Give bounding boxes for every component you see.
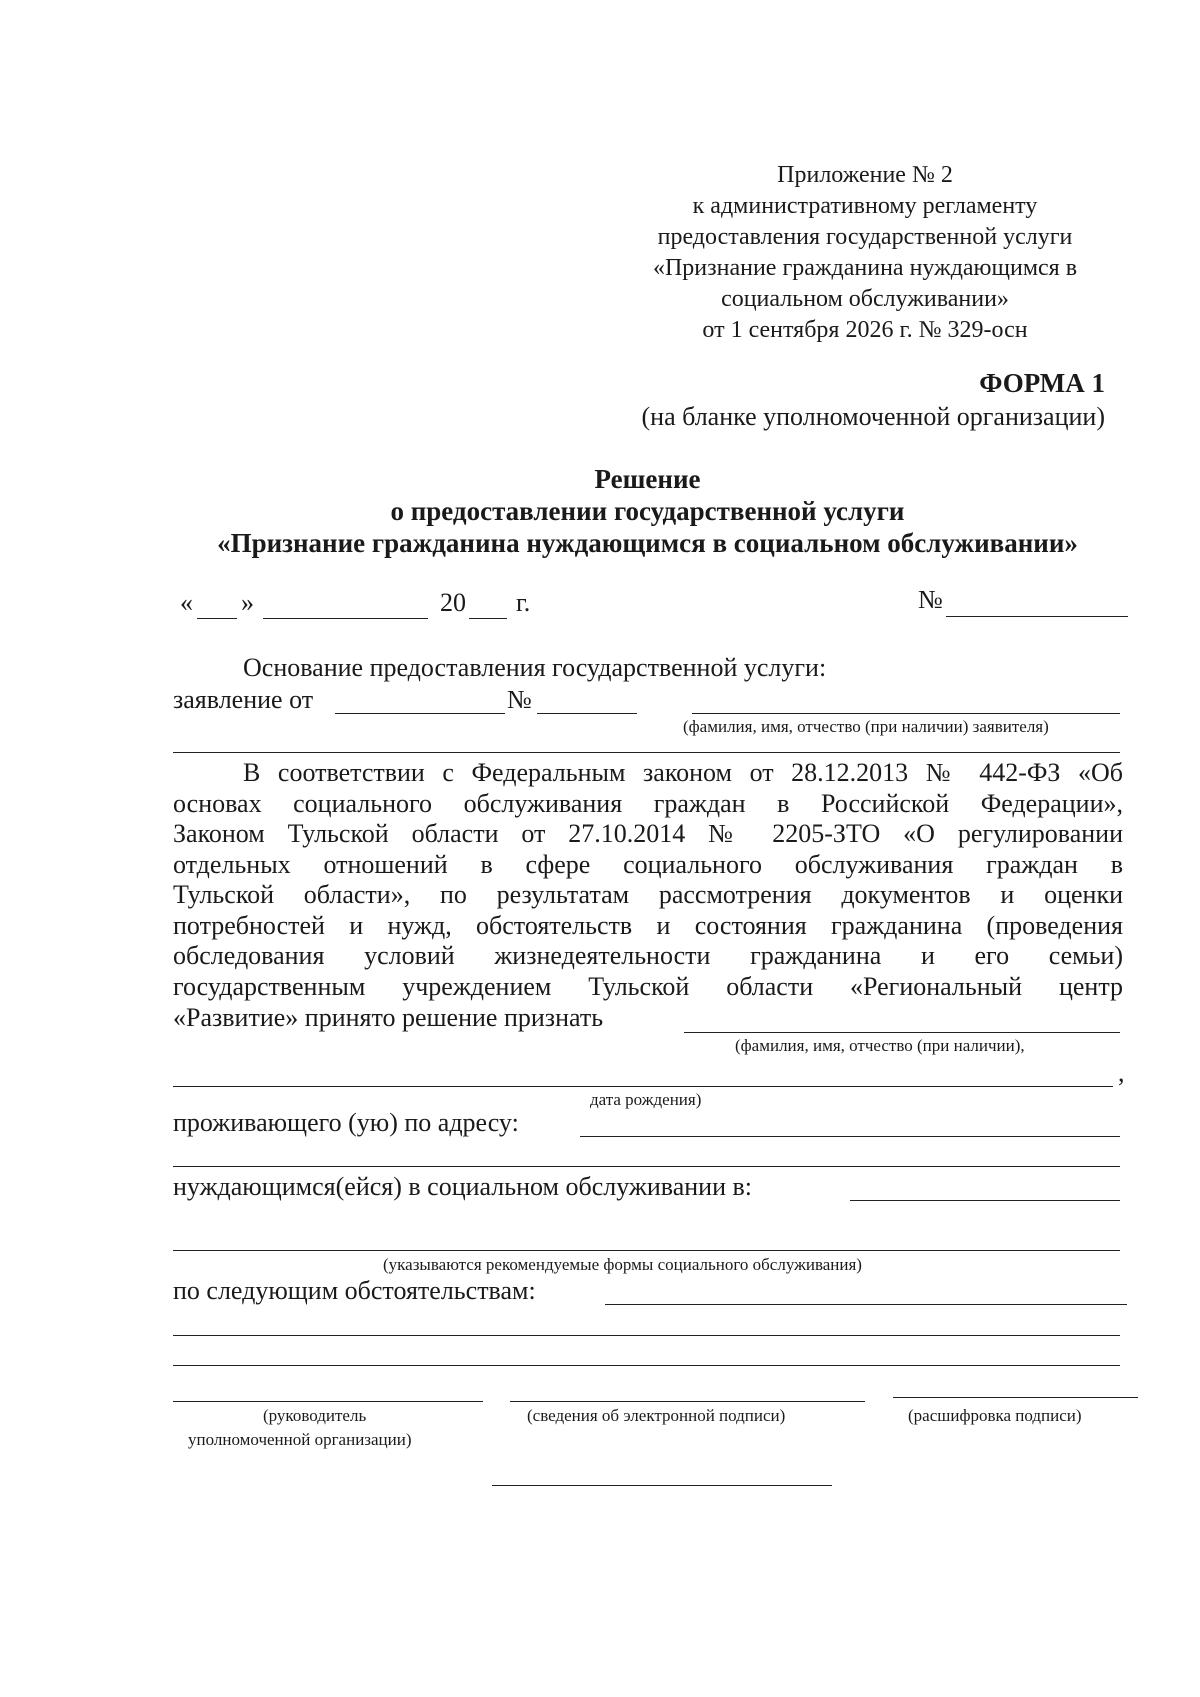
appendix-line: предоставления государственной услуги [657, 224, 1073, 250]
quote-open: « [180, 588, 193, 617]
application-label: заявление от [173, 685, 314, 714]
circumstances-blank-3[interactable] [173, 1365, 1120, 1366]
application-number-blank[interactable] [537, 713, 637, 714]
head-caption-line2: уполномоченной организации) [188, 1430, 412, 1449]
appendix-header [640, 160, 1090, 346]
legal-basis-paragraph [173, 758, 1123, 1002]
year-suffix: г. [516, 588, 531, 617]
address-blank-2[interactable] [173, 1166, 1120, 1167]
appendix-line: социальном обслуживании» [721, 286, 1009, 312]
applicant-name-blank[interactable] [692, 713, 1120, 714]
decision-line: о предоставлении государственной услуги [390, 496, 905, 526]
paragraph-line: отдельных отношений в сфере социального обслуживания граждан в [173, 849, 1123, 879]
application-date-blank[interactable] [335, 713, 505, 714]
year-blank[interactable] [469, 618, 507, 619]
address-blank[interactable] [580, 1136, 1120, 1137]
comma: , [1118, 1058, 1125, 1087]
decision-heading: Решение [594, 464, 701, 494]
day-blank[interactable] [197, 618, 237, 619]
esign-blank[interactable] [510, 1401, 865, 1402]
paragraph-line: потребностей и нужд, обстоятельств и состояния гражданина (проведения [173, 910, 1123, 940]
application-number-label: № [507, 685, 532, 714]
decision-number-blank[interactable] [946, 616, 1128, 617]
circumstances-blank[interactable] [605, 1304, 1127, 1305]
applicant-name-blank-2[interactable] [173, 752, 1120, 753]
year-prefix: 20 [440, 588, 466, 617]
decision-statement: «Развитие» принято решение признать [173, 1003, 604, 1032]
head-signature-blank[interactable] [173, 1401, 483, 1402]
circumstances-label: по следующим обстоятельствам: [173, 1276, 536, 1305]
appendix-line: к административному регламенту [692, 193, 1038, 219]
form-title: ФОРМА 1 [979, 368, 1105, 398]
appendix-date: от 1 сентября 2026 г. № 329-осн [702, 317, 1028, 343]
paragraph-line: В соответствии с Федеральным законом от 28.12.2013 № 442-ФЗ «Об [243, 758, 1123, 787]
esign-caption: (сведения об электронной подписи) [527, 1406, 786, 1425]
bottom-divider [492, 1485, 832, 1486]
needs-blank[interactable] [850, 1200, 1120, 1201]
needs-blank-2[interactable] [173, 1250, 1120, 1251]
decision-line: «Признание гражданина нуждающимся в социальном обслуживании» [217, 528, 1078, 558]
paragraph-line: Законом Тульской области от 27.10.2014 № 2205-ЗТО «О регулировании [173, 819, 1123, 848]
needs-caption: (указываются рекомендуемые формы социального обслуживания) [383, 1255, 862, 1274]
appendix-line: «Признание гражданина нуждающимся в [652, 255, 1078, 281]
paragraph-line: Тульской области», по результатам рассмотрения документов и оценки [173, 880, 1123, 909]
birth-date-caption: дата рождения) [590, 1090, 702, 1109]
head-caption: (руководитель [263, 1406, 367, 1425]
decision-title [160, 463, 1135, 559]
decode-signature-blank[interactable] [893, 1397, 1138, 1398]
decision-number-label: № [918, 585, 943, 614]
address-label: проживающего (ую) по адресу: [173, 1108, 519, 1137]
form-subtitle: (на бланке уполномоченной организации) [641, 402, 1105, 431]
paragraph-line: государственным учреждением Тульской области «Региональный центр [173, 971, 1123, 1001]
needs-label: нуждающимся(ейся) в социальном обслуживании в: [173, 1172, 752, 1201]
basis-heading: Основание предоставления государственной услуги: [243, 653, 827, 682]
applicant-caption: (фамилия, имя, отчество (при наличии) заявителя) [683, 717, 1049, 736]
decode-caption: (расшифровка подписи) [908, 1406, 1082, 1425]
month-blank[interactable] [263, 618, 428, 619]
paragraph-line: основах социального обслуживания граждан в Российской Федерации», [173, 788, 1123, 818]
citizen-name-blank[interactable] [684, 1032, 1120, 1033]
appendix-number: Приложение № 2 [777, 162, 953, 188]
citizen-name-caption: (фамилия, имя, отчество (при наличии), [735, 1036, 1025, 1055]
citizen-birth-blank[interactable] [173, 1086, 1113, 1087]
paragraph-line: обследования условий жизнедеятельности гражданина и его семьи) [173, 941, 1123, 970]
circumstances-blank-2[interactable] [173, 1335, 1120, 1336]
quote-close: » [241, 588, 254, 617]
